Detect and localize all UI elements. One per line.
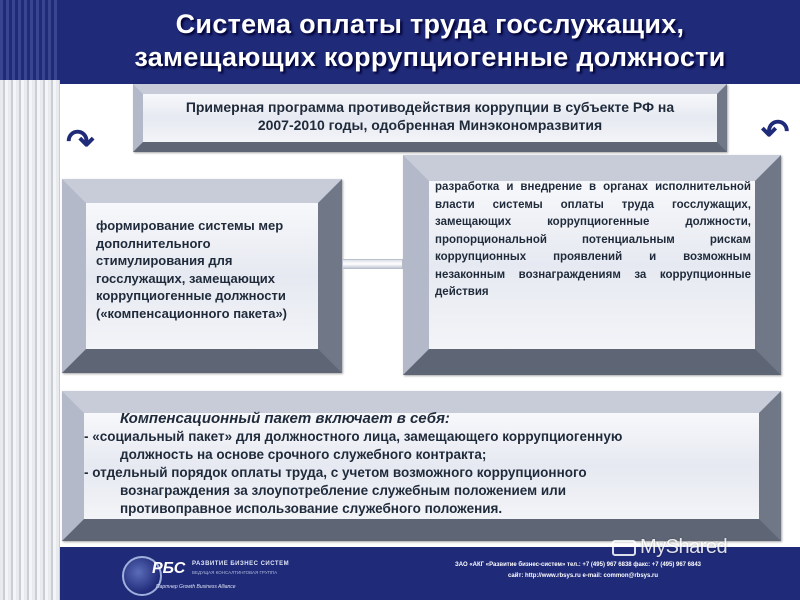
logo-abbreviation: РБС bbox=[152, 560, 186, 577]
decorative-stripes bbox=[0, 0, 60, 600]
slide-title-line1: Система оплаты труда госслужащих, bbox=[175, 9, 685, 39]
program-line1: Примерная программа противодействия коррупции в субъекте РФ на bbox=[185, 99, 675, 115]
left-line: госслужащих, замещающих bbox=[96, 270, 275, 286]
logo-name: РАЗВИТИЕ БИЗНЕС СИСТЕМ bbox=[192, 561, 290, 567]
watermark bbox=[612, 536, 727, 559]
contact-phones: ЗАО «АКГ «Развитие бизнес-систем» тел.: +7 (495) 967 6838 факс: +7 (495) 967 6843 bbox=[455, 562, 702, 568]
package-item-line: вознаграждения за злоупотребление служебным положением или bbox=[120, 483, 567, 498]
payment-system-text: разработка и внедрение в органах исполнительной власти системы оплаты труда госслужащих, замещающих коррупциогенные должности, пропорциональной потенциальным рискам коррупционных проявлений и возможным незаконным вознаграждениям за коррупционные действия bbox=[435, 181, 751, 298]
package-item-social bbox=[84, 428, 759, 464]
title-bar bbox=[0, 0, 800, 80]
watermark-text: MyShared bbox=[640, 536, 728, 558]
compensation-package-box bbox=[62, 179, 342, 373]
package-item-line: должность на основе срочного служебного контракта; bbox=[120, 447, 487, 462]
program-box bbox=[133, 84, 727, 152]
connector-bar bbox=[342, 259, 403, 269]
left-line: коррупциогенные должности bbox=[96, 288, 286, 303]
package-item-line: - «социальный пакет» для должностного лица, замещающего коррупциогенную bbox=[84, 429, 623, 444]
logo-subtitle: ВЕДУЩАЯ КОНСАЛТИНГОВАЯ ГРУППА bbox=[192, 570, 278, 575]
left-line: дополнительного bbox=[96, 235, 211, 251]
curved-arrow-left-icon: ↷ bbox=[66, 123, 95, 161]
package-item-line: противоправное использование служебного положения. bbox=[120, 501, 503, 516]
left-line: стимулирования для bbox=[96, 253, 233, 268]
left-line: («компенсационного пакета») bbox=[96, 305, 288, 321]
slide-title-line2: замещающих коррупциогенные должности bbox=[134, 42, 726, 72]
curved-arrow-right-icon: ↶ bbox=[761, 113, 790, 151]
slide-title bbox=[60, 8, 800, 74]
payment-system-box bbox=[403, 155, 781, 375]
contact-web[interactable]: сайт: http://www.rbsys.ru e-mail: common@rbsys.ru bbox=[508, 573, 659, 579]
logo-partner: Партнер Growth Business Alliance bbox=[156, 584, 236, 590]
program-line2: 2007-2010 годы, одобренная Минэкономразвития bbox=[257, 117, 603, 133]
presentation-icon bbox=[612, 540, 636, 556]
package-heading: Компенсационный пакет включает в себя: bbox=[120, 410, 450, 427]
left-line: формирование системы мер bbox=[96, 218, 284, 233]
package-item-line: - отдельный порядок оплаты труда, с учетом возможного коррупционного bbox=[84, 465, 587, 480]
package-item-payment bbox=[84, 464, 759, 518]
package-contents-box bbox=[62, 391, 781, 541]
